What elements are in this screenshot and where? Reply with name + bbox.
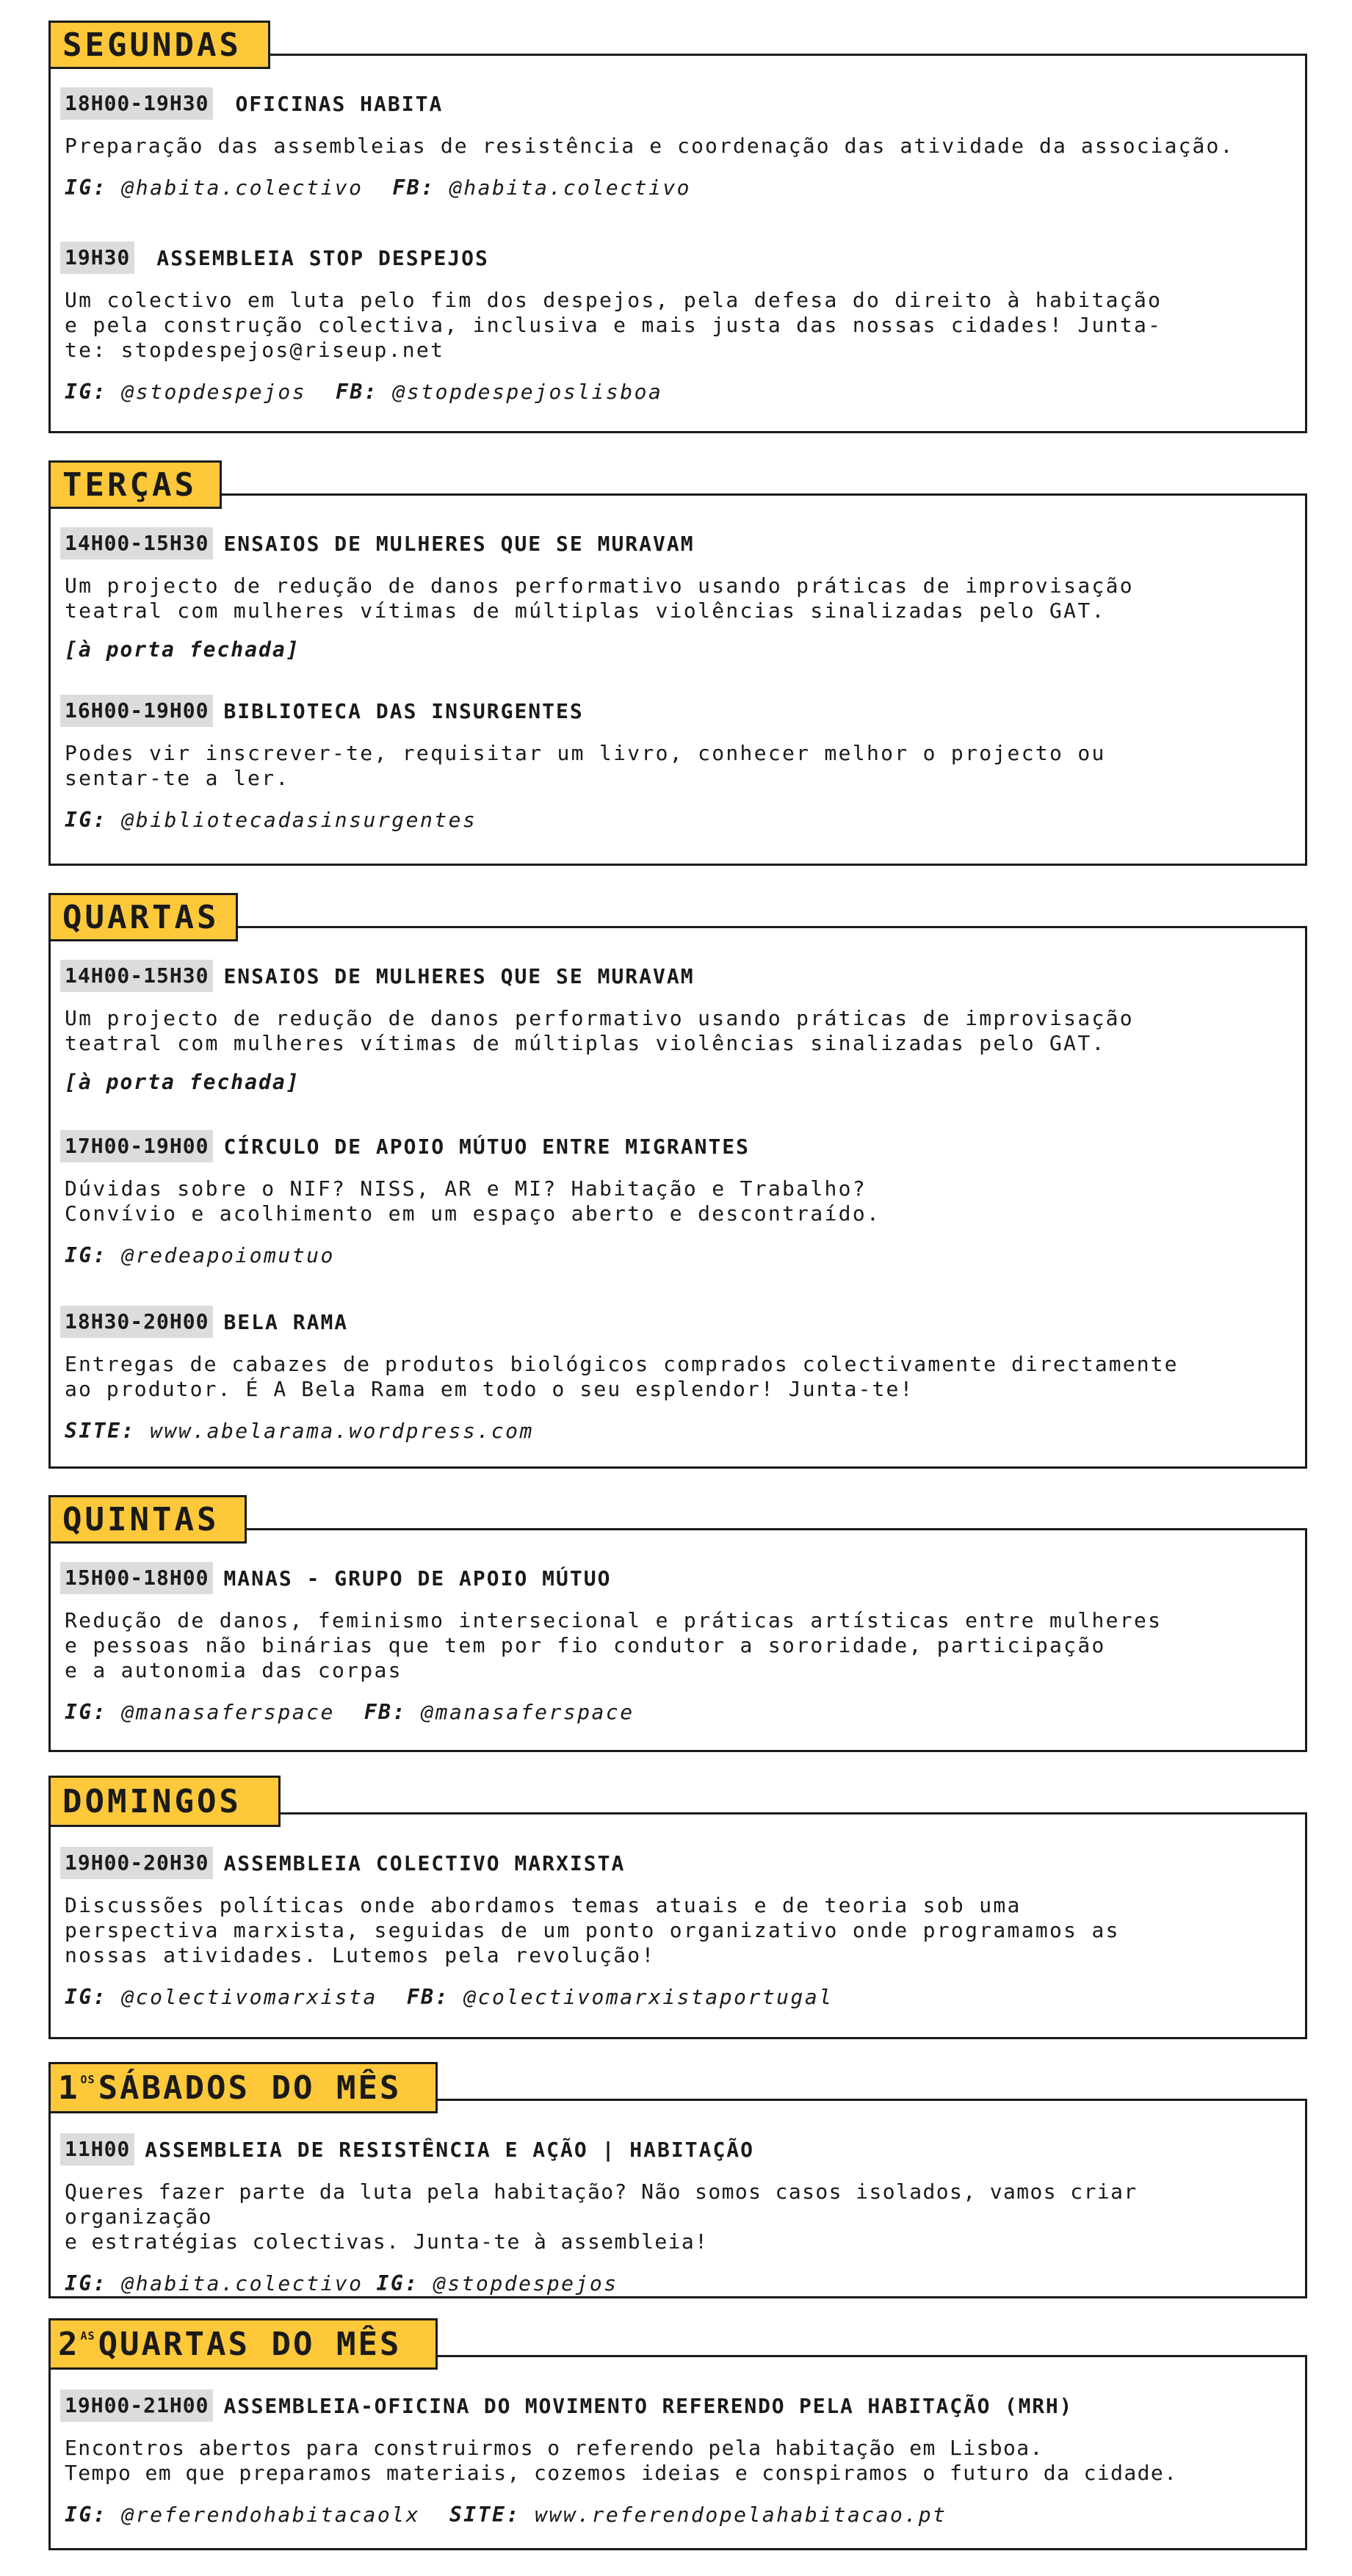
event-social: SITE: www.abelarama.wordpress.com [65, 1419, 534, 1443]
event-description: Encontros abertos para construirmos o referendo pela habitação em Lisboa. Tempo em que preparamos materiais, cozemos ideias e conspiramos o futuro da cidade. [65, 2436, 1178, 2485]
ordinal-suffix: OS [80, 2073, 95, 2086]
event-description: Redução de danos, feminismo intersecional e práticas artísticas entre mulheres e pessoas não binárias que tem por fio condutor a sororidade, participação e a autonomia das corpas [65, 1608, 1163, 1682]
event-note: [à porta fechada] [65, 1070, 300, 1094]
event [60, 2389, 1295, 2528]
section-tercas [48, 460, 1307, 866]
event-description: Queres fazer parte da luta pela habitação? Não somos casos isolados, vamos criar organização e estratégias colectivas. Junta-te à assembleia! [65, 2179, 1138, 2254]
event-time: 19H30 [60, 242, 134, 274]
event-time: 14H00-15H30 [60, 960, 213, 992]
event [60, 87, 1295, 201]
social-handle[interactable]: @manasaferspace [421, 1700, 635, 1724]
event-title: ENSAIOS DE MULHERES QUE SE MURAVAM [223, 531, 695, 556]
event-title: CÍRCULO DE APOIO MÚTUO ENTRE MIGRANTES [223, 1134, 751, 1159]
event-description: Preparação das assembleias de resistência e coordenação das atividade da associação. [65, 134, 1234, 158]
event-time: 16H00-19H00 [60, 695, 213, 727]
day-label: DOMINGOS [62, 1782, 242, 1820]
section-segundas [48, 21, 1307, 433]
event-social: IG: @stopdespejos FB: @stopdespejoslisboa [65, 380, 663, 404]
event-social: IG: @habita.colectivo IG: @stopdespejos [65, 2271, 618, 2295]
social-handle[interactable]: @habita.colectivo [121, 176, 364, 200]
day-label: QUINTAS [62, 1500, 220, 1538]
day-tag [48, 2062, 438, 2113]
day-tag [48, 1776, 281, 1827]
event-title: OFICINAS HABITA [235, 91, 444, 116]
social-handle[interactable]: @habita.colectivo [449, 176, 692, 200]
event-social: IG: @bibliotecadasinsurgentes [65, 808, 477, 832]
social-handle[interactable]: @colectivomarxista [121, 1985, 377, 2009]
section-domingos [48, 1776, 1307, 2039]
ordinal-suffix: AS [80, 2329, 95, 2342]
day-label: QUARTAS [62, 898, 220, 936]
social-handle[interactable]: @manasaferspace [121, 1700, 335, 1724]
event-time: 17H00-19H00 [60, 1130, 213, 1162]
event-description: Entregas de cabazes de produtos biológicos comprados colectivamente directamente ao produtor. É A Bela Rama em todo o seu esplendor! Junta-te! [65, 1352, 1179, 1401]
ordinal-number: 2 [58, 2325, 80, 2363]
event-title: BIBLIOTECA DAS INSURGENTES [223, 698, 584, 723]
event [60, 2132, 1295, 2297]
section-quartas-do-mes [48, 2318, 1307, 2550]
event-title: ASSEMBLEIA DE RESISTÊNCIA E AÇÃO | HABITAÇÃO [145, 2137, 755, 2162]
event-description: Um projecto de redução de danos performativo usando práticas de improvisação teatral com mulheres vítimas de múltiplas violências sinalizadas pelo GAT. [65, 1006, 1134, 1055]
section-quintas [48, 1495, 1307, 1752]
social-handle[interactable]: @referendohabitacaolx [121, 2503, 420, 2527]
event-social: IG: @redeapoiomutuo [65, 1243, 335, 1267]
event-time: 18H00-19H30 [60, 87, 213, 120]
event [60, 959, 1295, 1096]
event [60, 1305, 1295, 1444]
day-label: TERÇAS [62, 466, 197, 504]
event-description: Um projecto de redução de danos performativo usando práticas de improvisação teatral com mulheres vítimas de múltiplas violências sinalizadas pelo GAT. [65, 574, 1134, 623]
day-label: SEGUNDAS [62, 26, 242, 64]
event-time: 18H30-20H00 [60, 1306, 213, 1338]
day-tag [48, 21, 270, 69]
social-handle[interactable]: @stopdespejoslisboa [392, 380, 663, 404]
day-tag [48, 893, 238, 941]
event-note: [à porta fechada] [65, 637, 300, 662]
event-title: MANAS - GRUPO DE APOIO MÚTUO [223, 1566, 612, 1591]
day-tag [48, 1495, 247, 1544]
event-description: Dúvidas sobre o NIF? NISS, AR e MI? Habitação e Trabalho? Convívio e acolhimento em um espaço aberto e descontraído. [65, 1176, 881, 1226]
event-social: IG: @habita.colectivo FB: @habita.colectivo [65, 176, 692, 200]
social-link[interactable]: www.referendopelahabitacao.pt [535, 2503, 947, 2527]
event-title: ASSEMBLEIA-OFICINA DO MOVIMENTO REFERENDO PELA HABITAÇÃO (MRH) [223, 2393, 1074, 2418]
event-description: Podes vir inscrever-te, requisitar um livro, conhecer melhor o projecto ou sentar-te a ler. [65, 741, 1106, 790]
event-title: ASSEMBLEIA COLECTIVO MARXISTA [223, 1850, 626, 1875]
event-title: ASSEMBLEIA STOP DESPEJOS [156, 245, 489, 270]
event-social: IG: @colectivomarxista FB: @colectivomarxistaportugal [65, 1985, 834, 2009]
event-title: ENSAIOS DE MULHERES QUE SE MURAVAM [223, 963, 695, 988]
day-tag [48, 2318, 438, 2370]
ordinal-number: 1 [58, 2069, 80, 2107]
social-handle[interactable]: @bibliotecadasinsurgentes [121, 808, 477, 832]
social-handle[interactable]: @habita.colectivo [121, 2271, 364, 2295]
day-tag [48, 460, 222, 509]
event-description: Discussões políticas onde abordamos temas atuais e de teoria sob uma perspectiva marxista, seguidas de um ponto organizativo onde programamos as nossas atividades. Lutemos pela revolução! [65, 1893, 1120, 1967]
social-handle[interactable]: @stopdespejos [433, 2271, 618, 2295]
event [60, 241, 1295, 405]
social-link[interactable]: www.abelarama.wordpress.com [150, 1419, 534, 1443]
event-title: BELA RAMA [223, 1309, 349, 1334]
event-time: 19H00-20H30 [60, 1847, 213, 1879]
day-label: SÁBADOS DO MÊS [98, 2069, 402, 2107]
event [60, 527, 1295, 663]
section-quartas [48, 893, 1307, 1469]
event-description: Um colectivo em luta pelo fim dos despejos, pela defesa do direito à habitação e pela construção colectiva, inclusiva e mais justa das nossas cidades! Junta- te: stopdespejos@riseup.net [65, 288, 1163, 362]
day-label: QUARTAS DO MÊS [98, 2325, 402, 2363]
event [60, 1561, 1295, 1726]
event [60, 694, 1295, 833]
section-sabados-do-mes [48, 2062, 1307, 2298]
event-time: 19H00-21H00 [60, 2389, 213, 2422]
social-handle[interactable]: @colectivomarxistaportugal [463, 1985, 834, 2009]
event-time: 15H00-18H00 [60, 1562, 213, 1594]
event-time: 11H00 [60, 2133, 134, 2166]
event-social: IG: @referendohabitacaolx SITE: www.referendopelahabitacao.pt [65, 2503, 947, 2527]
social-handle[interactable]: @stopdespejos [121, 380, 307, 404]
event [60, 1846, 1295, 2011]
event [60, 1129, 1295, 1269]
social-handle[interactable]: @redeapoiomutuo [121, 1243, 335, 1267]
event-social: IG: @manasaferspace FB: @manasaferspace [65, 1700, 635, 1724]
event-time: 14H00-15H30 [60, 527, 213, 560]
